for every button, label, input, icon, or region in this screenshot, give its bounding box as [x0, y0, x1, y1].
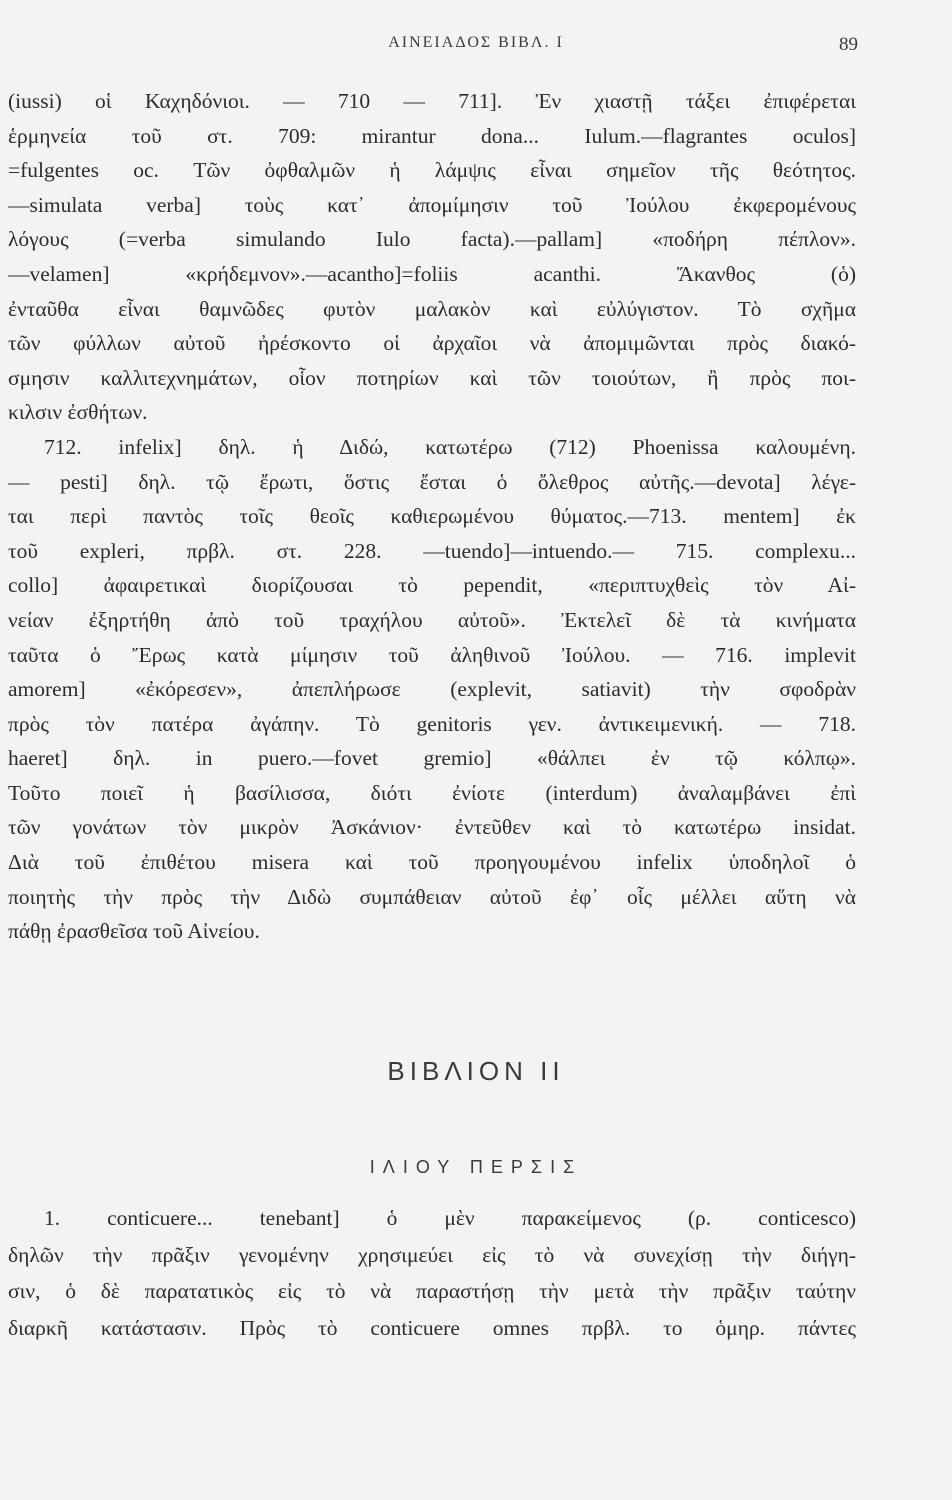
commentary-line: σμησιν καλλιτεχνημάτων, οἷον ποτηρίων καὶ τῶν τοιούτων, ἢ πρὸς ποι-: [8, 365, 856, 390]
commentary-line: νείαν ἐξηρτήθη ἀπὸ τοῦ τραχήλου αὐτοῦ». Ἐκτελεῖ δὲ τὰ κινήματα: [8, 607, 856, 632]
commentary-line: —simulata verba] τοὺς κατ᾽ ἀπομίμησιν τοῦ Ἰούλου ἐκφερομένους: [8, 192, 856, 217]
book-subheading: ΙΛΙΟΥ ΠΕΡΣΙΣ: [369, 1157, 583, 1177]
commentary-line: ταῦτα ὁ Ἔρως κατὰ μίμησιν τοῦ ἀληθινοῦ Ἰούλου. — 716. implevit: [8, 642, 856, 667]
commentary-line: Τοῦτο ποιεῖ ἡ βασίλισσα, διότι ἐνίοτε (interdum) ἀναλαμβάνει ἐπὶ: [8, 780, 856, 805]
running-head: [0, 34, 952, 58]
commentary-line: τῶν φύλλων αὐτοῦ ἠρέσκοντο οἱ ἀρχαῖοι νὰ ἀπομιμῶνται πρὸς διακό-: [8, 331, 856, 356]
commentary-line: λόγους (=verba simulando Iulo facta).—pallam] «ποδήρη πέπλον».: [8, 227, 856, 252]
commentary-line: ται περὶ παντὸς τοῖς θεοῖς καθιερωμένου θύματος.—713. mentem] ἐκ: [8, 504, 856, 529]
commentary-line: amorem] «ἐκόρεσεν», ἀπεπλήρωσε (explevit, satiavit) τὴν σφοδρὰν: [8, 677, 856, 702]
commentary-line: =fulgentes oc. Τῶν ὀφθαλμῶν ἡ λάμψις εἶναι σημεῖον τῆς θεότητος.: [8, 158, 856, 183]
commentary-line: σιν, ὁ δὲ παρατατικὸς εἰς τὸ νὰ παραστήσῃ τὴν μετὰ τὴν πρᾶξιν ταύτην: [8, 1279, 856, 1303]
book-heading: ΒΙΒΛΙΟΝ ΙΙ: [387, 1056, 565, 1086]
running-head-title: ΑΙΝΕΙΑΔΟΣ ΒΙΒΛ. Ι: [388, 34, 564, 51]
commentary-block: [8, 84, 856, 949]
commentary-line: — pesti] δηλ. τῷ ἔρωτι, ὅστις ἔσται ὁ ὄλεθρος αὐτῆς.—devota] λέγε-: [8, 469, 856, 494]
commentary-line: collo] ἀφαιρετικαὶ διορίζουσαι τὸ pependit, «περιπτυχθεὶς τὸν Αἰ-: [8, 573, 856, 598]
commentary-line: πρὸς τὸν πατέρα ἀγάπην. Τὸ genitoris γεν. ἀντικειμενική. — 718.: [8, 711, 856, 736]
commentary-line: τῶν γονάτων τὸν μικρὸν Ἀσκάνιον· ἐντεῦθεν καὶ τὸ κατωτέρω insidat.: [8, 815, 856, 840]
commentary-line: κιλσιν ἐσθήτων.: [8, 400, 148, 425]
commentary-line: ἑρμηνεία τοῦ στ. 709: mirantur dona... Iulum.—flagrantes oculos]: [8, 123, 856, 148]
commentary-line: 712. infelix] δηλ. ἡ Διδώ, κατωτέρω (712) Phoenissa καλουμένη.: [44, 434, 856, 459]
commentary-line: 1. conticuere... tenebant] ὁ μὲν παρακείμενος (ρ. conticesco): [44, 1206, 856, 1230]
book2-commentary-block: [8, 1200, 856, 1346]
commentary-line: δηλῶν τὴν πρᾶξιν γενομένην χρησιμεύει εἰς τὸ νὰ συνεχίσῃ τὴν διήγη-: [8, 1242, 856, 1267]
commentary-line: Διὰ τοῦ ἐπιθέτου misera καὶ τοῦ προηγουμένου infelix ὑποδηλοῖ ὁ: [8, 850, 856, 875]
commentary-line: (iussi) οἱ Καχηδόνιοι. — 710 — 711]. Ἐν χιαστῇ τάξει ἐπιφέρεται: [8, 89, 856, 113]
commentary-line: —velamen] «κρήδεμνον».—acantho]=foliis acanthi. Ἄκανθος (ὁ): [8, 261, 856, 286]
commentary-line: πάθῃ ἐρασθεῖσα τοῦ Αἰνείου.: [8, 919, 260, 944]
page-number: 89: [839, 34, 858, 55]
commentary-line: τοῦ expleri, πρβλ. στ. 228. —tuendo]—intuendo.— 715. complexu...: [8, 538, 856, 563]
commentary-line: ἐνταῦθα εἶναι θαμνῶδες φυτὸν μαλακὸν καὶ εὐλύγιστον. Τὸ σχῆμα: [8, 296, 856, 321]
commentary-line: διαρκῆ κατάστασιν. Πρὸς τὸ conticuere omnes πρβλ. το ὁμηρ. πάντες: [8, 1315, 856, 1340]
commentary-line: haeret] δηλ. in puero.—fovet gremio] «θάλπει ἐν τῷ κόλπῳ».: [8, 746, 856, 771]
commentary-line: ποιητὴς τὴν πρὸς τὴν Διδὼ συμπάθειαν αὐτοῦ ἐφ᾽ οἷς μέλλει αὕτη νὰ: [8, 884, 856, 909]
